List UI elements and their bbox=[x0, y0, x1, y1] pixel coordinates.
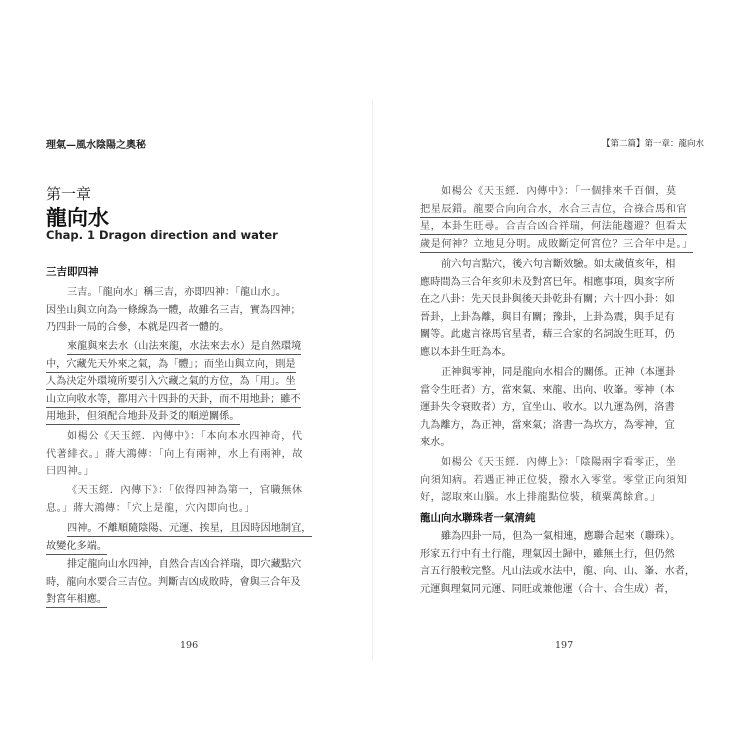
text-line: 曰四神。」 bbox=[46, 466, 95, 477]
left-paragraph-1 bbox=[46, 284, 346, 337]
text-line: 關等。此處言祿馬官星者，藉三合家的名詞說生旺耳，仍 bbox=[420, 329, 675, 340]
text-line: 晉卦，上卦為離，與目有關；豫卦，上卦為震，與手足有 bbox=[420, 311, 675, 323]
underlined-line: 山立向收水等，都用六十四卦的天卦，而不用地卦；雖不 bbox=[46, 392, 301, 408]
left-paragraph-6 bbox=[46, 556, 346, 609]
right-paragraph-1 bbox=[420, 183, 720, 253]
text-line: 雖為四卦一局，但為一氣相連，應聯合起來（聯珠）。 bbox=[441, 531, 681, 542]
text-line: 代著緋衣。」蔣大鴻傳：「向上有兩神，水上有兩神，故 bbox=[46, 448, 303, 460]
text-line: 排定龍向山水四神，自然合吉凶合祥瑞，即穴藏點穴 bbox=[67, 559, 302, 570]
text-line: 前六句言點穴，後六句言斷效驗。如太歲值亥年，相 bbox=[441, 259, 676, 270]
text-line: 如楊公《天玉經．內傳上》：「陰陽兩字看零正，坐 bbox=[441, 457, 677, 468]
underlined-line: 四神。不離順隨陰陽、元運、挨星，且因時因地制宜， bbox=[67, 521, 312, 537]
text-line: 因坐山與立向為一條線為一體，故雖名三吉，實為四神； bbox=[46, 304, 301, 316]
right-paragraph-3 bbox=[420, 364, 720, 452]
underlined-line: 把星辰錯。龍要合向向合水，水合三吉位，合祿合馬和官 bbox=[420, 202, 687, 218]
text-line: 形家五行中有土行龍，理氣因土歸中，雖無土行，但仍然 bbox=[420, 548, 675, 560]
text-line: 時，龍向水要合三吉位。判斷吉凶成敗時，會與三合年及 bbox=[46, 576, 301, 588]
text-line: 好，認取來山腦。水上排龍點位裝，積粟萬餘倉。」 bbox=[420, 492, 661, 503]
underlined-line: 星，本卦生旺尋。合吉合凶合祥瑞，何法能趨避？但看太 bbox=[420, 219, 687, 235]
text-line: 元運與理氣同元運、同旺或兼他運（合十、合生成）者， bbox=[420, 583, 675, 595]
page-number-left: 196 bbox=[180, 640, 199, 651]
text-line: 運卦失令衰敗者）方，宜坐山、收水。以九運為例，洛書 bbox=[420, 402, 675, 413]
text-line: 來水。 bbox=[420, 437, 451, 448]
underlined-line: 用地卦，但須配合地卦及卦爻的順逆關係。 bbox=[46, 409, 240, 425]
book-spine bbox=[372, 100, 373, 660]
right-paragraph-2 bbox=[420, 256, 720, 361]
text-line: 當令生旺者）方，當來氣、來龍、出向、收峯。零神（本 bbox=[420, 384, 675, 396]
left-paragraph-5 bbox=[46, 520, 346, 555]
text-line: 應以本卦生旺為本。 bbox=[420, 346, 512, 358]
underlined-line: 歲是何神？立地見分明。成敗斷定何宮位？三合年中是。」 bbox=[420, 237, 693, 253]
right-paragraph-5 bbox=[420, 528, 720, 598]
underlined-line: 中，穴藏先天外來之氣，為「體」；而坐山與立向，則是 bbox=[46, 357, 296, 373]
page-number-right: 197 bbox=[555, 640, 574, 651]
left-paragraph-3 bbox=[46, 428, 346, 481]
section-title-three-auspicious: 三吉即四神 bbox=[46, 266, 99, 278]
text-line: 《天玉經．內傳下》：「依得四神為第一，官職無休 bbox=[67, 485, 303, 496]
underlined-line: 故變化多端。 bbox=[46, 539, 107, 555]
text-line: 三吉。「龍向水」稱三吉，亦即四神：「龍山水」。 bbox=[67, 287, 287, 298]
running-header-left: 理氣—風水陰陽之奧秘 bbox=[46, 140, 146, 151]
underlined-line: 對宮年相應。 bbox=[46, 592, 107, 608]
text-line: 在之八卦：先天艮卦與後天卦乾卦有關；六十四小卦：如 bbox=[420, 294, 675, 305]
left-paragraph-4 bbox=[46, 482, 346, 517]
text-line: 應時間為三合年亥卯未及對宮巳年。相應事項，與亥字所 bbox=[420, 276, 675, 288]
left-paragraph-2 bbox=[46, 338, 346, 426]
text-line: 如楊公《天玉經．內傳中》：「本向本水四神奇，代 bbox=[67, 431, 303, 442]
right-paragraph-4 bbox=[420, 454, 720, 507]
text-line: 如楊公《天玉經．內傳中》：「一個排來千百個，莫 bbox=[441, 186, 677, 197]
section-title-linked-pearls: 龍山向水聯珠者一氣清純 bbox=[420, 512, 536, 524]
text-line: 乃四卦一局的合參，本就是四者一體的。 bbox=[46, 322, 230, 333]
chapter-label: 第一章 bbox=[46, 185, 92, 203]
text-line: 正神與零神，同是龍向水相合的關係。正神（本運卦 bbox=[441, 367, 676, 378]
underlined-line: 人為決定外環境所要引入穴藏之氣的方位，為「用」。坐 bbox=[46, 374, 296, 390]
text-line: 息。」蔣大鴻傳：「穴上是龍，穴內即向也。」 bbox=[46, 502, 256, 514]
text-line: 言五行般較完整。凡山法或水法中，龍、向、山、峯、水者， bbox=[420, 566, 696, 577]
underlined-line: 來龍與來去水（山法來龍，水法來去水）是自然環境 bbox=[67, 339, 301, 355]
chapter-title: 龍向水 bbox=[46, 205, 109, 230]
running-header-right: 【第二篇】第一章：龍向水 bbox=[601, 139, 704, 149]
chapter-title-english: Chap. 1 Dragon direction and water bbox=[46, 228, 278, 242]
text-line: 向須知病。若遇正神正位裝，撥水入零堂。零堂正向須知 bbox=[420, 474, 688, 486]
text-line: 九為離方，為正神，當來氣；洛書一為坎方，為零神，宜 bbox=[420, 419, 675, 431]
right-page bbox=[375, 0, 750, 750]
